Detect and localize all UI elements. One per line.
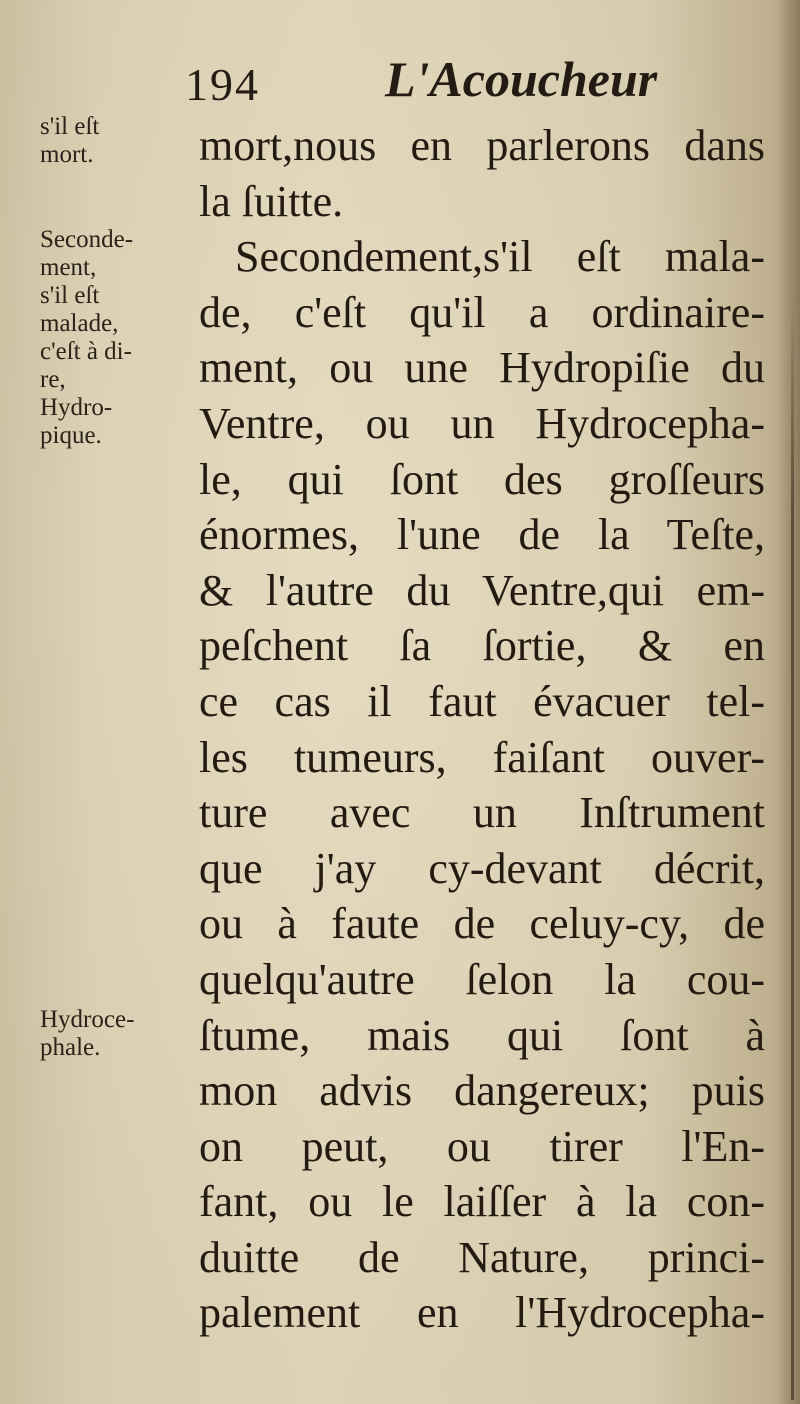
text-line: la ſuitte. <box>199 176 344 226</box>
text-line: peſchent ſa ſortie, & en <box>199 621 765 671</box>
text-line: duitte de Nature, princi- <box>199 1232 765 1282</box>
margin-note-line: Hydroce- <box>40 1006 135 1033</box>
text-line: ment, ou une Hydropiſie du <box>199 343 765 393</box>
text-line: quelqu'autre ſelon la cou- <box>199 954 765 1004</box>
margin-note-line: Seconde- <box>40 226 134 253</box>
text-line: que j'ay cy-devant décrit, <box>199 843 765 893</box>
text-line: ce cas il faut évacuer tel- <box>199 676 765 726</box>
page-header <box>175 50 735 110</box>
margin-note-line: s'il eſt <box>40 113 100 140</box>
margin-note-line: re, <box>40 366 66 393</box>
margin-note-line: Hydro- <box>40 394 113 421</box>
text-line: & l'autre du Ventre,qui em- <box>199 565 765 615</box>
text-line: mon advis dangereux; puis <box>199 1066 765 1116</box>
margin-note-line: c'eſt à di- <box>40 338 132 365</box>
margin-note-line: ment, <box>40 254 97 281</box>
text-line: palement en l'Hydrocepha- <box>199 1288 765 1338</box>
margin-note-line: s'il eſt <box>40 282 100 309</box>
running-title: L'Acoucheur <box>385 51 658 107</box>
margin-note-line: mort. <box>40 141 94 168</box>
page-edge-line <box>791 300 794 1400</box>
page-edge-shadow <box>778 0 800 1404</box>
text-line: énormes, l'une de la Teſte, <box>199 510 765 560</box>
text-line: fant, ou le laiſſer à la con- <box>199 1177 765 1227</box>
text-line: ture avec un Inſtrument <box>199 788 765 838</box>
page-number: 194 <box>185 59 260 110</box>
body-text <box>199 118 765 1341</box>
margin-note-line: phale. <box>40 1034 101 1061</box>
text-line: le, qui ſont des groſſeurs <box>199 454 765 504</box>
text-line: ſtume, mais qui ſont à <box>199 1010 765 1060</box>
text-line: Ventre, ou un Hydrocepha- <box>199 398 765 448</box>
text-line: mort,nous en parlerons dans <box>199 121 765 170</box>
margin-note-malade <box>40 226 190 450</box>
text-line: les tumeurs, faiſant ouver- <box>199 732 765 782</box>
text-line: de, c'eſt qu'il a ordinaire- <box>199 287 765 337</box>
text-line: on peut, ou tirer l'En- <box>199 1121 765 1171</box>
text-line: Secondement,s'il eſt mala- <box>235 232 765 282</box>
margin-note-line: malade, <box>40 310 119 337</box>
margin-note-line: pique. <box>40 422 102 449</box>
text-line: ou à faute de celuy-cy, de <box>199 899 765 949</box>
margin-note-hydrocephale <box>40 1006 190 1062</box>
margin-note-mort <box>40 113 190 169</box>
